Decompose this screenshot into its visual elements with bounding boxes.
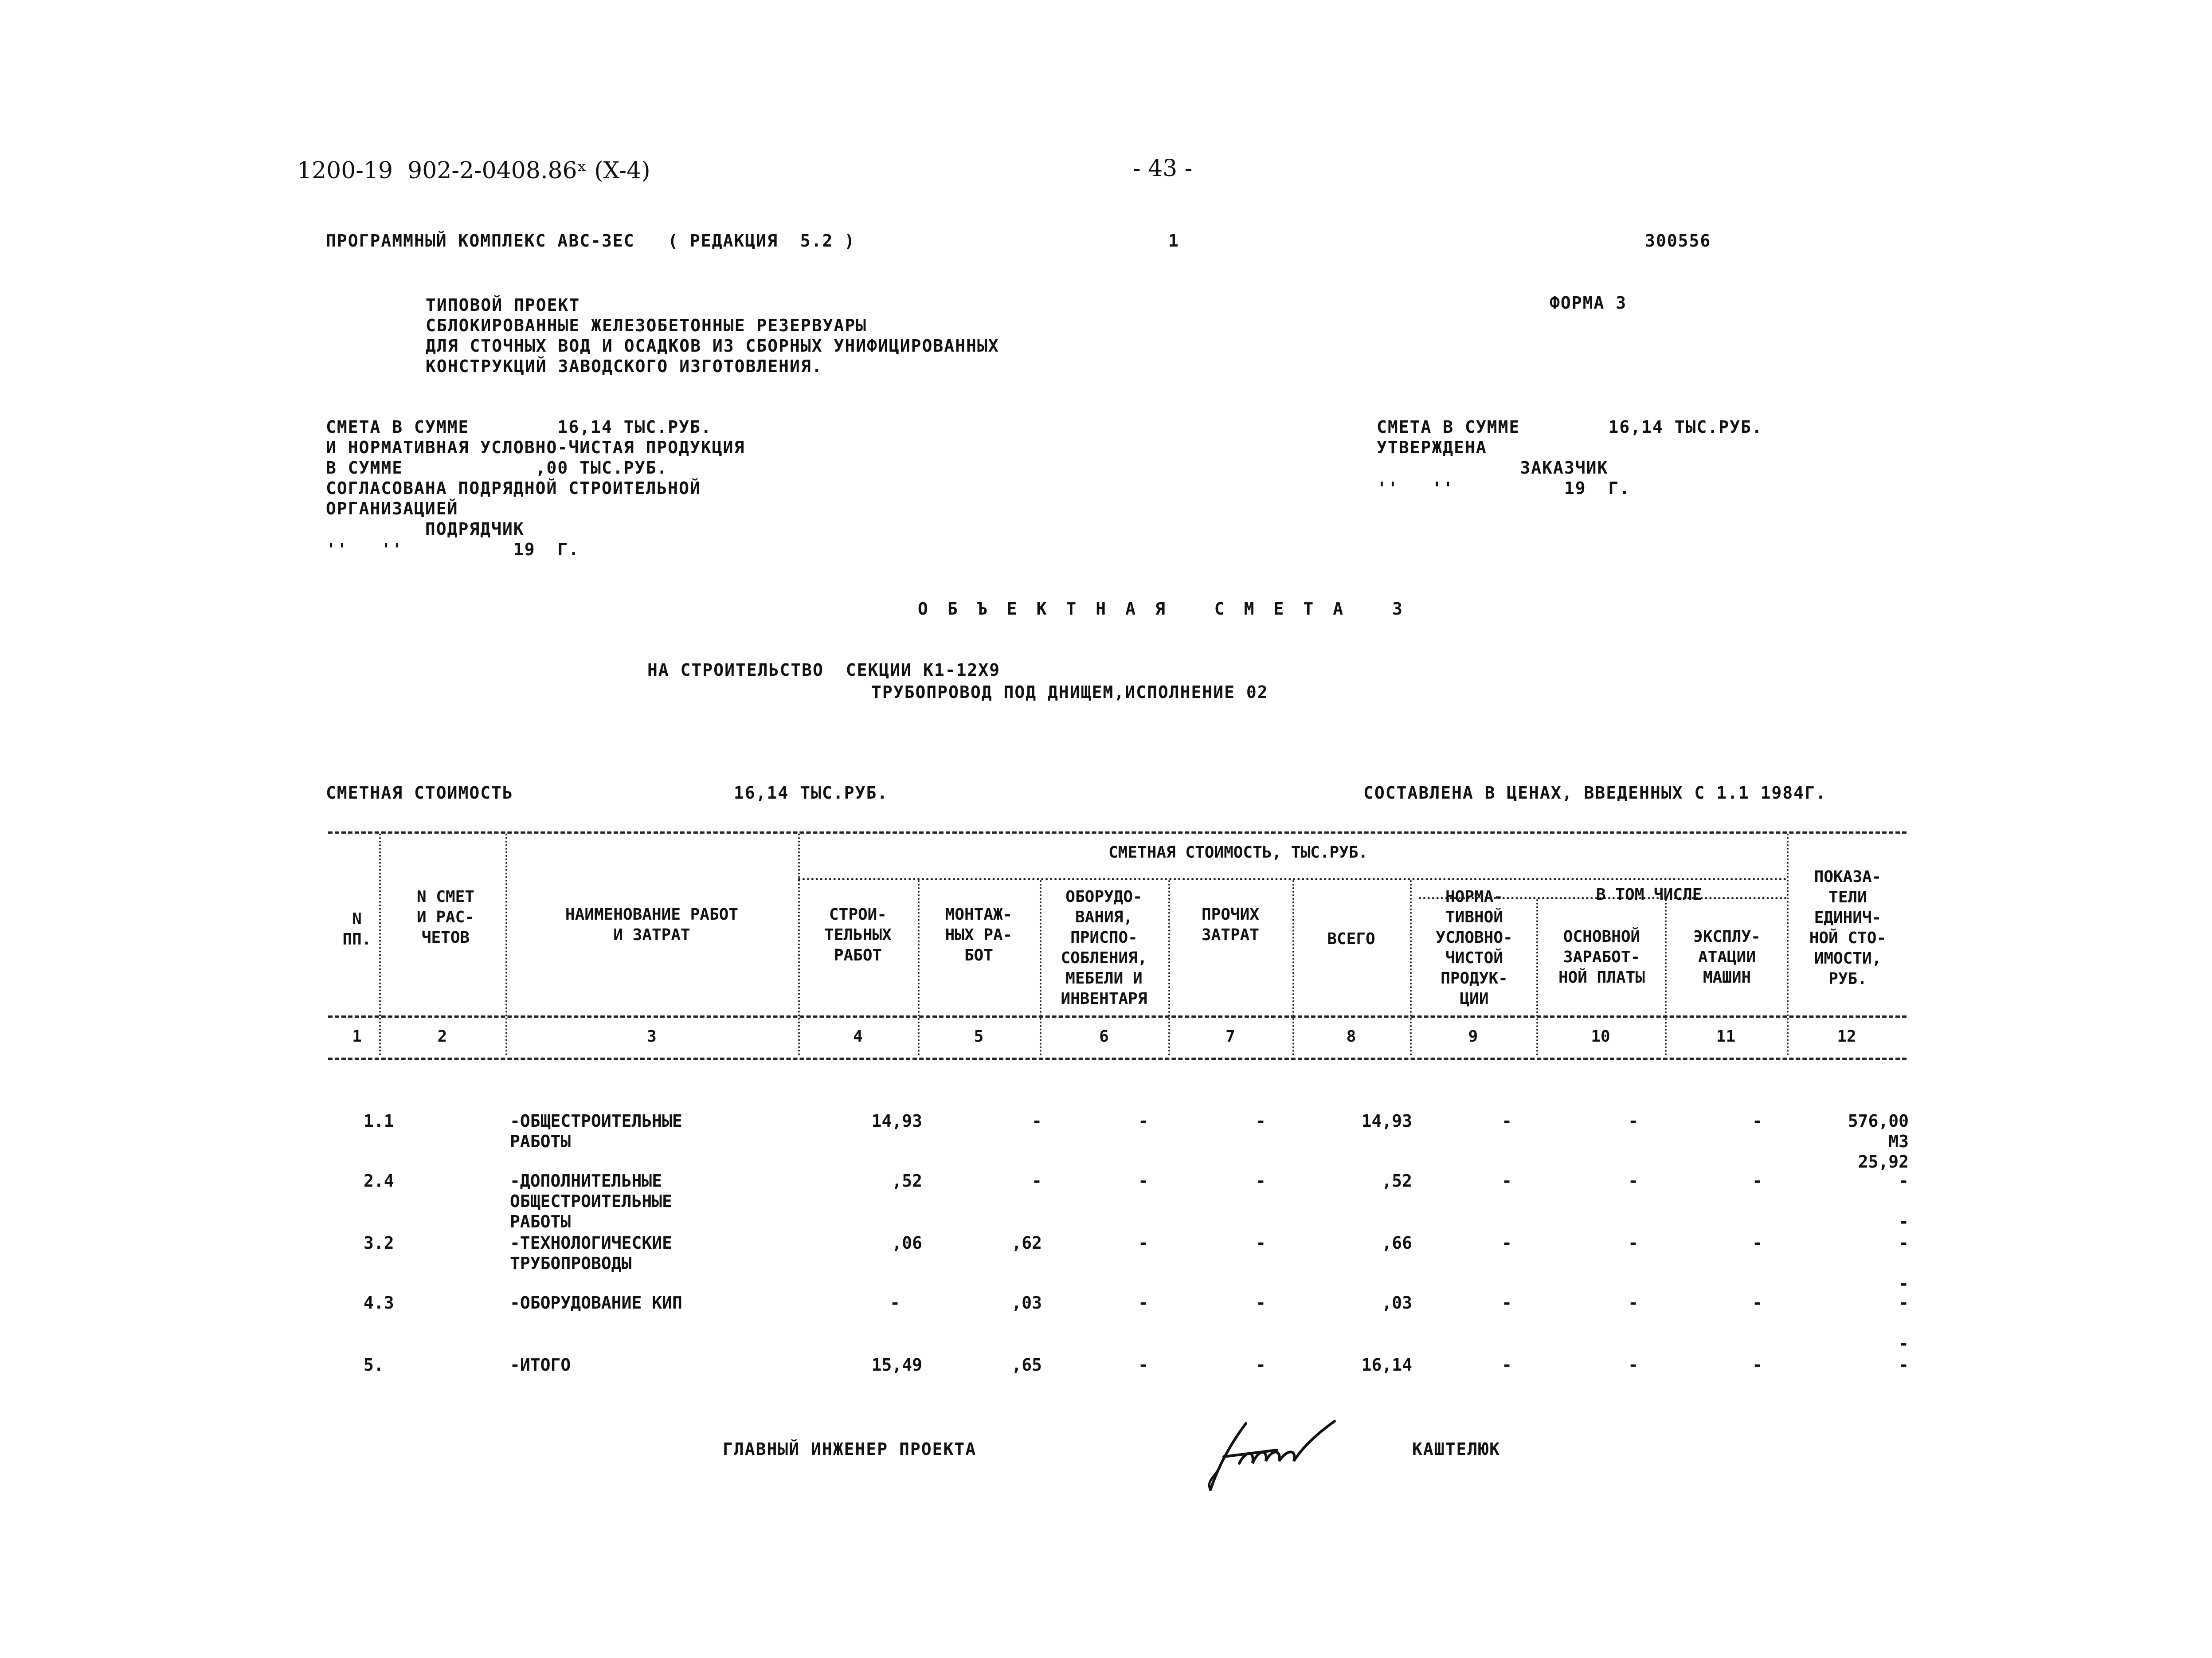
row-total: ,03 (1382, 1293, 1412, 1313)
col-number: 6 (1099, 1027, 1109, 1046)
signatory-role: ГЛАВНЫЙ ИНЖЕНЕР ПРОЕКТА (723, 1439, 977, 1459)
row-net-product: - (1502, 1233, 1512, 1253)
summary-label: СМЕТНАЯ СТОИМОСТЬ (326, 783, 513, 803)
customer-approval-block (1377, 417, 1763, 498)
program-name: ПРОГРАММНЫЙ КОМПЛЕКС АВС-ЗЕС ( РЕДАКЦИЯ 5.2 ) (326, 231, 856, 251)
row-name: -ИТОГО (510, 1355, 571, 1375)
row-net-product: - (1502, 1293, 1512, 1313)
project-description (426, 295, 999, 376)
row-construction: ,52 (892, 1171, 922, 1191)
col-number: 9 (1468, 1027, 1478, 1046)
row-installation: ,03 (1011, 1293, 1042, 1313)
row-machines: - (1752, 1171, 1762, 1191)
approval-line: ОРГАНИЗАЦИЕЙ (326, 499, 458, 518)
approval-line: СМЕТА В СУММЕ 16,14 ТЫС.РУБ. (326, 417, 712, 437)
approval-line: '' '' 19 Г. (326, 540, 580, 559)
page-number: - 43 - (1133, 155, 1193, 182)
document-code: 1200-19 902-2-0408.86ˣ (X-4) (297, 157, 650, 184)
row-other: - (1256, 1171, 1266, 1191)
row-other: - (1256, 1233, 1266, 1253)
col-number: 7 (1225, 1027, 1235, 1046)
row-equipment: - (1138, 1233, 1148, 1253)
title-subline-1: НА СТРОИТЕЛЬСТВО СЕКЦИИ К1-12Х9 (647, 660, 1001, 680)
approval-line: ПОДРЯДЧИК (326, 519, 525, 539)
row-construction: ,06 (892, 1233, 922, 1253)
col-number: 10 (1591, 1027, 1610, 1046)
signature-icon (1193, 1415, 1339, 1499)
row-name: -ТЕХНОЛОГИЧЕСКИЕ ТРУБОПРОВОДЫ (510, 1233, 673, 1273)
row-unit-cost: - - (1899, 1171, 1909, 1231)
row-unit-cost: - - (1899, 1293, 1909, 1353)
row-name: -ОБОРУДОВАНИЕ КИП (510, 1293, 682, 1313)
col-number: 4 (853, 1027, 863, 1046)
form-label: ФОРМА 3 (1550, 293, 1627, 313)
row-name: -ОБЩЕСТРОИТЕЛЬНЫЕ РАБОТЫ (510, 1111, 682, 1151)
program-number: 1 (1168, 231, 1179, 251)
project-line: КОНСТРУКЦИЙ ЗАВОДСКОГО ИЗГОТОВЛЕНИЯ. (426, 357, 823, 376)
row-installation: - (1032, 1111, 1042, 1131)
approval-line: '' '' 19 Г. (1377, 478, 1631, 498)
header-bottom-rule (328, 1015, 1907, 1018)
col-number: 11 (1716, 1027, 1736, 1046)
approval-line: СМЕТА В СУММЕ 16,14 ТЫС.РУБ. (1377, 417, 1763, 437)
document-title: ОБЪЕКТНАЯ СМЕТА 3 (918, 599, 1422, 619)
col-number: 3 (647, 1027, 657, 1046)
row-number: 3.2 (364, 1233, 394, 1253)
row-wages: - (1628, 1355, 1638, 1375)
signatory-name: КАШТЕЛЮК (1412, 1439, 1501, 1459)
in-that-header: В ТОМ ЧИСЛЕ (1596, 886, 1702, 904)
approval-line: В СУММЕ ,00 ТЫС.РУБ. (326, 458, 668, 478)
program-code: 300556 (1645, 231, 1711, 251)
project-line: СБЛОКИРОВАННЫЕ ЖЕЛЕЗОБЕТОННЫЕ РЕЗЕРВУАРЫ (426, 316, 867, 335)
approval-line: ЗАКАЗЧИК (1377, 458, 1609, 478)
col-header-6: ОБОРУДО- ВАНИЯ, ПРИСПО- СОБЛЕНИЯ, МЕБЕЛИ И ИНВЕНТАРЯ (1061, 888, 1147, 1008)
col-header-1: N ПП. (342, 910, 372, 949)
row-construction: 15,49 (871, 1355, 922, 1375)
col-number: 1 (352, 1027, 362, 1046)
row-total: ,52 (1382, 1171, 1412, 1191)
row-unit-cost: 576,00 М3 25,92 (1848, 1111, 1909, 1172)
contractor-approval-block (326, 417, 745, 560)
row-total: ,66 (1382, 1233, 1412, 1253)
table-top-rule (328, 831, 1907, 834)
col-header-8: ВСЕГО (1327, 930, 1375, 948)
row-other: - (1256, 1355, 1266, 1375)
column-separator (379, 834, 381, 1055)
column-separator (1787, 834, 1789, 1055)
row-equipment: - (1138, 1111, 1148, 1131)
row-total: 16,14 (1361, 1355, 1412, 1375)
row-other: - (1256, 1293, 1266, 1313)
row-unit-cost: - (1899, 1355, 1909, 1375)
row-equipment: - (1138, 1293, 1148, 1313)
row-number: 2.4 (364, 1171, 394, 1191)
column-separator (505, 834, 507, 1055)
row-wages: - (1628, 1111, 1638, 1131)
row-wages: - (1628, 1171, 1638, 1191)
row-installation: ,62 (1011, 1233, 1042, 1253)
col-header-4: СТРОИ- ТЕЛЬНЫХ РАБОТ (824, 905, 892, 964)
row-machines: - (1752, 1233, 1762, 1253)
row-other: - (1256, 1111, 1266, 1131)
row-unit-cost: - - (1899, 1233, 1909, 1293)
row-equipment: - (1138, 1355, 1148, 1375)
row-number: 4.3 (364, 1293, 394, 1313)
approval-line: УТВЕРЖДЕНА (1377, 438, 1487, 457)
row-number: 5. (364, 1355, 384, 1375)
project-line: ТИПОВОЙ ПРОЕКТ (426, 295, 580, 315)
col-header-11: ЭКСПЛУ- АТАЦИИ МАШИН (1693, 928, 1761, 987)
summary-price-basis: СОСТАВЛЕНА В ЦЕНАХ, ВВЕДЕННЫХ С 1.1 1984Г. (1363, 783, 1827, 803)
col-number: 8 (1346, 1027, 1356, 1046)
row-net-product: - (1502, 1171, 1512, 1191)
col-number: 12 (1837, 1027, 1856, 1046)
col-header-7: ПРОЧИХ ЗАТРАТ (1201, 905, 1260, 944)
row-construction: - (890, 1293, 900, 1313)
col-number: 2 (437, 1027, 447, 1046)
col-header-3: НАИМЕНОВАНИЕ РАБОТ И ЗАТРАТ (565, 905, 739, 944)
row-net-product: - (1502, 1355, 1512, 1375)
row-machines: - (1752, 1355, 1762, 1375)
col-header-5: МОНТАЖ- НЫХ РА- БОТ (945, 905, 1013, 964)
project-line: ДЛЯ СТОЧНЫХ ВОД И ОСАДКОВ ИЗ СБОРНЫХ УНИФИЦИРОВАННЫХ (426, 336, 999, 356)
row-name: -ДОПОЛНИТЕЛЬНЫЕ ОБЩЕСТРОИТЕЛЬНЫЕ РАБОТЫ (510, 1171, 673, 1231)
col-header-10: ОСНОВНОЙ ЗАРАБОТ- НОЙ ПЛАТЫ (1558, 928, 1645, 987)
row-construction: 14,93 (871, 1111, 922, 1131)
col-header-9: НОРМА- ТИВНОЙ УСЛОВНО- ЧИСТОЙ ПРОДУК- ЦИИ (1436, 888, 1513, 1008)
row-net-product: - (1502, 1111, 1512, 1131)
summary-value: 16,14 ТЫС.РУБ. (734, 783, 889, 803)
row-equipment: - (1138, 1171, 1148, 1191)
row-wages: - (1628, 1293, 1638, 1313)
row-wages: - (1628, 1233, 1638, 1253)
row-installation: - (1032, 1171, 1042, 1191)
row-installation: ,65 (1011, 1355, 1042, 1375)
approval-line: И НОРМАТИВНАЯ УСЛОВНО-ЧИСТАЯ ПРОДУКЦИЯ (326, 438, 745, 457)
row-number: 1.1 (364, 1111, 394, 1131)
approval-line: СОГЛАСОВАНА ПОДРЯДНОЙ СТРОИТЕЛЬНОЙ (326, 478, 701, 498)
row-machines: - (1752, 1111, 1762, 1131)
row-machines: - (1752, 1293, 1762, 1313)
column-numbers-rule (328, 1058, 1907, 1060)
col-header-12: ПОКАЗА- ТЕЛИ ЕДИНИЧ- НОЙ СТО- ИМОСТИ, РУБ. (1809, 868, 1887, 988)
col-header-2: N СМЕТ И РАС- ЧЕТОВ (416, 888, 475, 947)
row-total: 14,93 (1361, 1111, 1412, 1131)
group-header: СМЕТНАЯ СТОИМОСТЬ, ТЫС.РУБ. (1108, 843, 1368, 862)
title-subline-2: ТРУБОПРОВОД ПОД ДНИЩЕМ,ИСПОЛНЕНИЕ 02 (871, 682, 1268, 702)
column-separator (798, 834, 800, 1055)
col-number: 5 (974, 1027, 984, 1046)
